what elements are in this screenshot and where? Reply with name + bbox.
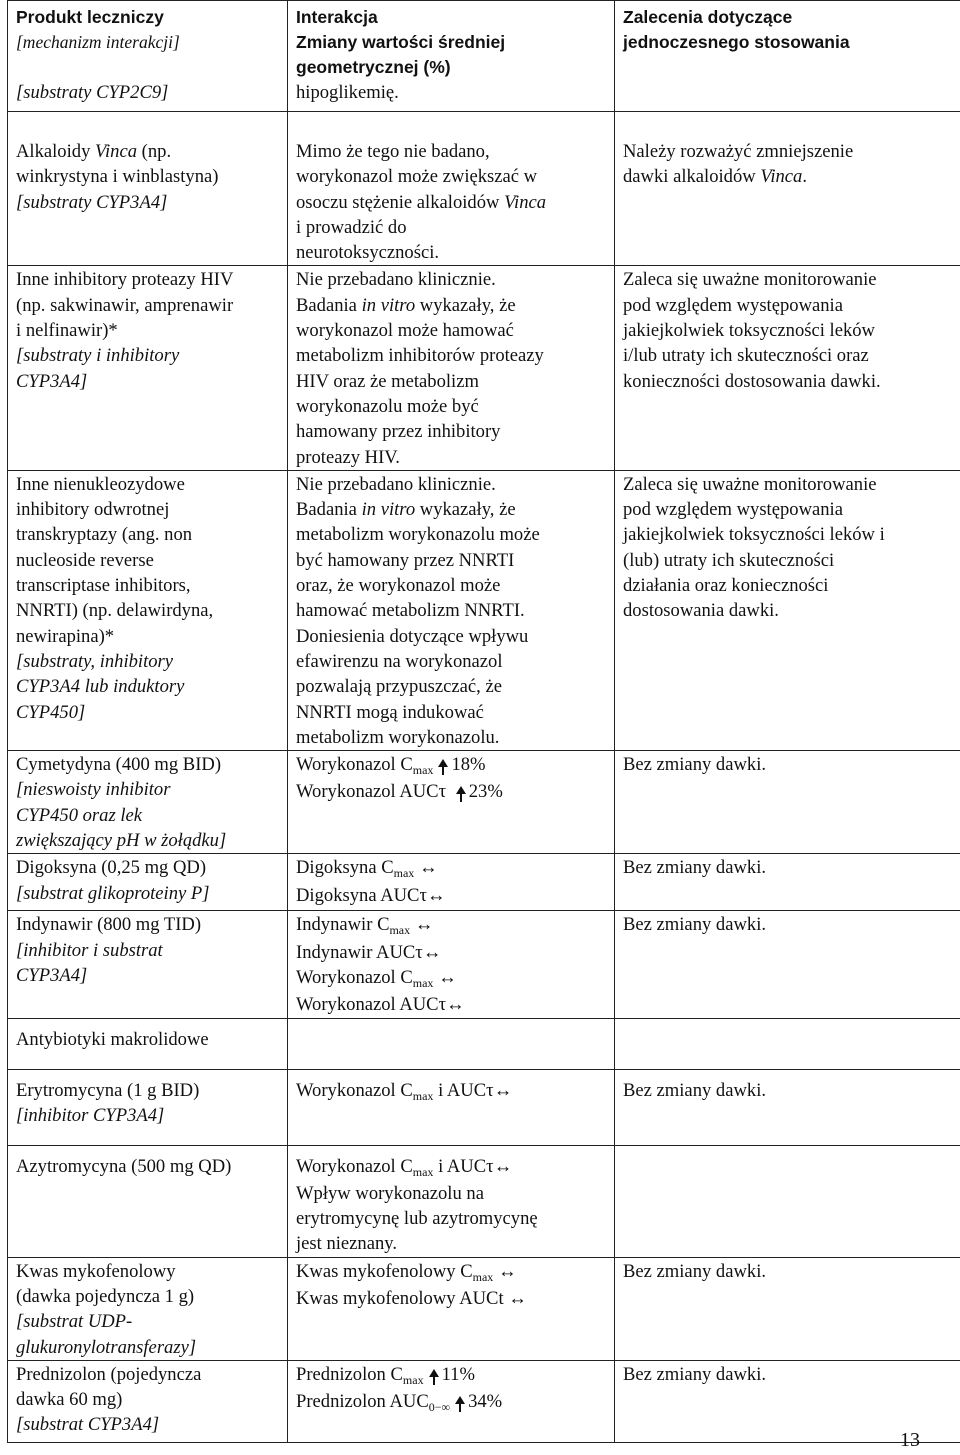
text-line <box>16 30 279 55</box>
header-interaction-line2: Zmiany wartości średniej <box>296 32 506 52</box>
cell-text: Doniesienia dotyczące wpływu <box>296 625 529 647</box>
cell-text: worykonazol może hamować <box>296 320 514 342</box>
cell-text: Erytromycyna (1 g BID) <box>16 1079 200 1101</box>
cell-text: Azytromycyna (500 mg QD) <box>16 1155 232 1177</box>
cell-text: nucleoside reverse <box>16 549 154 571</box>
cell-interaction <box>288 470 615 750</box>
cell-text: Digoksyna AUCτ↔ <box>296 884 446 906</box>
table-row-indynawir <box>8 911 960 1018</box>
cell-text: NNRTI <box>16 600 72 622</box>
table-row-vinca <box>8 112 960 266</box>
cell-text: i prowadzić do <box>296 216 407 238</box>
cell-recommendation <box>615 1069 960 1145</box>
cell-product <box>8 1145 288 1257</box>
cell-text: 23% <box>468 781 503 803</box>
cell-text: wykazały, że <box>415 294 516 316</box>
cell-text: Kwas mykofenolowy <box>16 1260 176 1282</box>
cell-text: Badania <box>296 499 362 521</box>
cell-text: CYP450 oraz lek <box>16 804 143 826</box>
cell-text: . <box>802 166 808 188</box>
table-header-row <box>8 1 960 112</box>
cell-product <box>8 911 288 1018</box>
table-row-mykofenolowy <box>8 1257 960 1360</box>
text-line <box>16 55 279 80</box>
cell-text: 11% <box>441 1363 475 1385</box>
cell-interaction <box>288 1257 615 1360</box>
cell-text: jest nieznany. <box>296 1233 398 1255</box>
text-line <box>296 779 606 804</box>
cell-text: CYP450] <box>16 701 86 723</box>
cell-recommendation <box>615 1257 960 1360</box>
text-line <box>296 912 606 939</box>
cell-text: Zaleca się uważne monitorowanie <box>623 473 877 495</box>
cell-text: Kwas mykofenolowy AUCt ↔ <box>296 1287 527 1309</box>
cell-text: Vinca <box>95 141 138 162</box>
cell-text: Mimo że tego nie badano, <box>296 141 490 162</box>
cell-product <box>8 1018 288 1069</box>
header-product-continuation: [substraty CYP2C9] <box>16 82 169 103</box>
cell-text: [substraty CYP3A4] <box>16 191 168 213</box>
increase-arrow-icon <box>429 1369 439 1377</box>
cell-text: in vitro <box>361 294 416 316</box>
cell-text: Digoksyna C <box>296 857 394 879</box>
cell-recommendation <box>615 470 960 750</box>
table-row-nnrti <box>8 470 960 750</box>
cell-text: i/lub utraty ich skuteczności oraz <box>623 345 869 367</box>
cell-text: max <box>402 1372 424 1387</box>
cell-text: transcriptase inhibitors, <box>16 575 191 597</box>
increase-arrow-icon <box>438 759 448 767</box>
cell-text: (np. sakwinawir, amprenawir <box>16 294 234 316</box>
cell-text: [substraty i inhibitory <box>16 345 180 367</box>
cell-text: [inhibitor i substrat <box>16 939 163 961</box>
cell-text: konieczności dostosowania dawki. <box>623 370 881 392</box>
cell-text: max <box>472 1269 494 1284</box>
cell-text: NNRTI mogą indukować <box>296 701 484 723</box>
cell-text: proteazy HIV. <box>296 446 400 468</box>
cell-text: max <box>393 866 415 881</box>
cell-recommendation <box>615 1145 960 1257</box>
cell-text: Bez zmiany dawki. <box>623 1079 767 1101</box>
cell-product <box>8 266 288 470</box>
cell-text: max <box>412 1164 434 1179</box>
cell-text: wykazały, że <box>415 499 516 521</box>
cell-interaction <box>288 854 615 911</box>
cell-text: ) (np. delawirdyna, <box>71 600 214 622</box>
cell-text: neurotoksyczności. <box>296 242 440 264</box>
table-row-hiv-protease <box>8 266 960 470</box>
header-recommendation-line1: Zalecenia dotyczące <box>623 7 793 27</box>
cell-text: być hamowany przez NNRTI <box>296 549 515 571</box>
cell-text: transkryptazy (ang. non <box>16 524 193 546</box>
cell-text: Prednizolon (pojedyncza <box>16 1363 202 1385</box>
cell-text: (dawka pojedyncza 1 g) <box>16 1285 195 1307</box>
text-line <box>16 139 279 164</box>
cell-text: Wpływ worykonazolu na <box>296 1182 484 1204</box>
cell-interaction <box>288 1360 615 1442</box>
cell-recommendation <box>615 854 960 911</box>
cell-text: worykonazol może zwiększać w <box>296 166 538 188</box>
table-row-cymetydyna <box>8 751 960 854</box>
cell-text: Antybiotyki makrolidowe <box>16 1028 209 1050</box>
cell-text: [nieswoisty inhibitor <box>16 779 171 801</box>
cell-text: max <box>412 1088 434 1103</box>
header-product-title: Produkt leczniczy <box>16 7 164 27</box>
table-row-macrolides-heading <box>8 1018 960 1069</box>
cell-text: inhibitory odwrotnej <box>16 499 170 521</box>
cell-text: [substrat UDP- <box>16 1311 133 1333</box>
cell-text: [substrat CYP3A4] <box>16 1414 160 1436</box>
cell-text: oraz, że worykonazol może <box>296 575 501 597</box>
cell-text: CYP3A4] <box>16 370 88 392</box>
cell-recommendation <box>615 112 960 266</box>
cell-text: metabolizm worykonazolu. <box>296 726 500 748</box>
cell-text: Vinca <box>760 166 803 188</box>
cell-text: jakiejkolwiek toksyczności leków i <box>623 524 885 546</box>
cell-text: dostosowania dawki. <box>623 600 779 622</box>
cell-product <box>8 1257 288 1360</box>
cell-text: Indynawir C <box>296 914 390 936</box>
cell-text: Worykonazol C <box>296 966 413 988</box>
text-line <box>623 164 960 189</box>
cell-text: (lub) utraty ich skuteczności <box>623 549 835 571</box>
table-row-prednizolon <box>8 1360 960 1442</box>
cell-text: ↔ <box>414 857 438 879</box>
cell-text: Badania <box>296 294 362 316</box>
cell-text: [substrat glikoproteiny P] <box>16 882 210 904</box>
cell-text: Nie przebadano klinicznie. <box>296 269 496 291</box>
cell-text: Prednizolon C <box>296 1363 403 1385</box>
text-line <box>296 752 606 779</box>
text-line <box>296 1154 606 1181</box>
cell-text: Indynawir (800 mg TID) <box>16 914 202 936</box>
cell-text: Bez zmiany dawki. <box>623 1363 767 1385</box>
cell-text: [substraty, inhibitory <box>16 650 174 672</box>
interaction-table <box>7 0 960 1443</box>
cell-product <box>8 112 288 266</box>
cell-text: newirapina)* <box>16 625 115 647</box>
cell-text: i AUCτ↔ <box>433 1079 513 1101</box>
text-line <box>296 1362 606 1389</box>
cell-product <box>8 1360 288 1442</box>
cell-text: osoczu stężenie alkaloidów <box>296 191 505 213</box>
text-line <box>296 497 606 522</box>
cell-interaction <box>288 266 615 470</box>
cell-text: Cymetydyna (400 mg BID) <box>16 754 222 776</box>
cell-text: glukuronylotransferazy] <box>16 1336 197 1358</box>
cell-text: dawka 60 mg) <box>16 1389 123 1411</box>
header-cell-product <box>8 1 288 112</box>
cell-text: winkrystyna i winblastyna) <box>16 166 219 188</box>
cell-text: zwiększający pH w żołądku] <box>16 830 227 852</box>
cell-text: CYP3A4] <box>16 964 88 986</box>
cell-text: pod względem występowania <box>623 294 843 316</box>
cell-interaction <box>288 112 615 266</box>
cell-text: ↔ <box>433 966 457 988</box>
cell-text: Worykonazol C <box>296 1155 413 1177</box>
cell-text: Bez zmiany dawki. <box>623 1260 767 1282</box>
cell-text: metabolizm inhibitorów proteazy <box>296 345 544 367</box>
cell-product <box>8 854 288 911</box>
cell-recommendation <box>615 911 960 1018</box>
cell-text: Inne inhibitory proteazy HIV <box>16 269 234 291</box>
cell-text: ↔ <box>410 914 434 936</box>
cell-text: 34% <box>468 1391 503 1413</box>
header-recommendation-line2: jednoczesnego stosowania <box>623 32 850 52</box>
cell-recommendation <box>615 266 960 470</box>
text-line <box>296 855 606 882</box>
cell-product <box>8 1069 288 1145</box>
cell-text: Worykonazol C <box>296 754 413 776</box>
cell-text: jakiejkolwiek toksyczności leków <box>623 320 875 342</box>
cell-interaction <box>288 1145 615 1257</box>
cell-product <box>8 751 288 854</box>
cell-text: pod względem występowania <box>623 499 843 521</box>
cell-text: i AUCτ↔ <box>433 1155 513 1177</box>
cell-interaction <box>288 1018 615 1069</box>
header-interaction-continuation: hipoglikemię. <box>296 82 399 103</box>
text-line <box>16 598 279 623</box>
increase-arrow-icon <box>455 1396 465 1404</box>
cell-text: hamowany przez inhibitory <box>296 421 501 443</box>
text-line <box>296 1078 606 1105</box>
cell-text: max <box>389 923 411 938</box>
header-interaction-title: Interakcja <box>296 7 378 27</box>
cell-text: hamować metabolizm NNRTI. <box>296 600 525 622</box>
cell-interaction <box>288 1069 615 1145</box>
header-interaction-line3: geometrycznej (%) <box>296 57 451 77</box>
header-cell-interaction <box>288 1 615 112</box>
cell-text: 0−∞ <box>428 1400 451 1415</box>
cell-text: działania oraz konieczności <box>623 575 829 597</box>
cell-interaction <box>288 911 615 1018</box>
cell-text: max <box>412 763 434 778</box>
text-line <box>296 1389 606 1416</box>
cell-text: Indynawir AUCτ↔ <box>296 941 442 963</box>
cell-product <box>8 470 288 750</box>
cell-text: metabolizm worykonazolu może <box>296 524 540 546</box>
cell-text: dawki alkaloidów <box>623 166 761 188</box>
cell-text: efawirenzu na worykonazol <box>296 650 503 672</box>
cell-text: [inhibitor CYP3A4] <box>16 1104 165 1126</box>
cell-text: Prednizolon AUC <box>296 1391 429 1413</box>
header-cell-recommendation <box>615 1 960 112</box>
text-line <box>296 293 606 318</box>
cell-text: Worykonazol AUCτ <box>296 781 451 803</box>
cell-text: Bez zmiany dawki. <box>623 857 767 879</box>
cell-text: 18% <box>451 754 486 776</box>
cell-interaction <box>288 751 615 854</box>
cell-text: i nelfinawir)* <box>16 320 118 342</box>
cell-text: Należy rozważyć zmniejszenie <box>623 141 854 162</box>
cell-text: in vitro <box>361 499 416 521</box>
cell-recommendation <box>615 1018 960 1069</box>
cell-text: erytromycynę lub azytromycynę <box>296 1208 538 1230</box>
cell-text: Bez zmiany dawki. <box>623 914 767 936</box>
cell-text: Worykonazol C <box>296 1079 413 1101</box>
cell-text: Inne nienukleozydowe <box>16 473 185 495</box>
cell-text: HIV oraz że metabolizm <box>296 370 479 392</box>
cell-text: Zaleca się uważne monitorowanie <box>623 269 877 291</box>
cell-text: Alkaloidy <box>16 141 96 162</box>
cell-text: worykonazolu może być <box>296 395 479 417</box>
text-line <box>296 965 606 992</box>
cell-text: Bez zmiany dawki. <box>623 754 767 776</box>
text-line <box>296 1259 606 1286</box>
table-row-digoksyna <box>8 854 960 911</box>
cell-text: (np. <box>137 141 172 162</box>
cell-text: Digoksyna (0,25 mg QD) <box>16 857 207 879</box>
cell-text: CYP3A4 lub induktory <box>16 676 185 698</box>
cell-text: pozwalają przypuszczać, że <box>296 676 502 698</box>
cell-text: Kwas mykofenolowy C <box>296 1260 473 1282</box>
cell-text: max <box>412 975 434 990</box>
cell-recommendation <box>615 751 960 854</box>
increase-arrow-icon <box>456 786 466 794</box>
cell-text: ↔ <box>493 1260 517 1282</box>
table-row-azytromycyna <box>8 1145 960 1257</box>
cell-text: Worykonazol AUCτ↔ <box>296 994 465 1016</box>
page-number: 13 <box>900 1429 920 1451</box>
text-line <box>296 190 606 215</box>
cell-text: Vinca <box>504 191 547 213</box>
table-row-erytromycyna <box>8 1069 960 1145</box>
cell-text: Nie przebadano klinicznie. <box>296 473 496 495</box>
header-product-mechanism: [mechanizm interakcji] <box>16 32 180 52</box>
